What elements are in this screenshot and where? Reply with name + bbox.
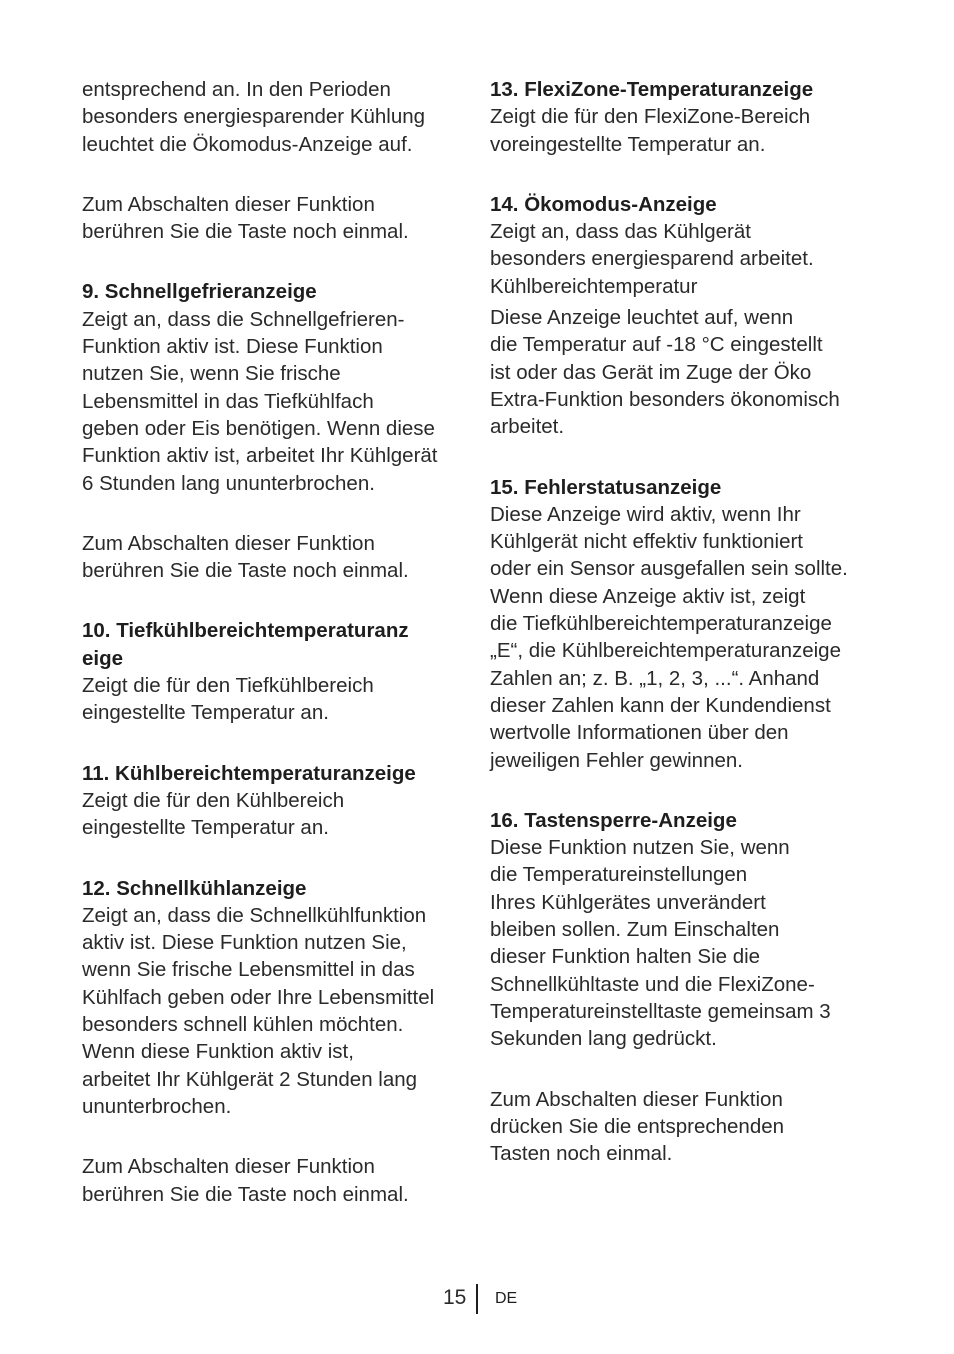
text-line: Diese Funktion nutzen Sie, wenn — [490, 836, 790, 860]
text-line: Zeigt die für den Tiefkühlbereich — [82, 674, 374, 698]
text-line: Zahlen an; z. B. „1, 2, 3, ...“. Anhand — [490, 666, 820, 690]
text-line: Zum Abschalten dieser Funktion — [82, 192, 375, 216]
language-code: DE — [495, 1290, 518, 1307]
text-line: besonders energiesparender Kühlung — [82, 105, 426, 129]
text-line: Sekunden lang gedrückt. — [490, 1027, 717, 1051]
section-14-detail — [490, 304, 880, 440]
section-16 — [490, 807, 880, 1053]
text-line: jeweiligen Fehler gewinnen. — [490, 748, 743, 772]
text-line: Wenn diese Anzeige aktiv ist, zeigt — [490, 584, 806, 608]
text-line: Zeigt die für den Kühlbereich — [82, 788, 345, 812]
text-line: besonders schnell kühlen möchten. — [82, 1013, 404, 1037]
text-line: Zum Abschalten dieser Funktion — [82, 531, 375, 555]
text-line: Wenn diese Funktion aktiv ist, — [82, 1040, 354, 1064]
text-line: Funktion aktiv ist, arbeitet Ihr Kühlgerät — [82, 444, 438, 468]
text-line: wertvolle Informationen über den — [490, 721, 789, 745]
section-heading: 12. Schnellkühlanzeige — [82, 876, 307, 900]
text-line: die Tiefkühlbereichtemperaturanzeige — [490, 612, 832, 636]
switch-off-paragraph — [82, 1153, 468, 1208]
section-heading: 9. Schnellgefrieranzeige — [82, 280, 317, 304]
text-line: geben oder Eis benötigen. Wenn diese — [82, 416, 435, 440]
section-10 — [82, 617, 468, 726]
text-line: Zeigt an, dass die Schnellkühlfunktion — [82, 903, 427, 927]
text-line: berühren Sie die Taste noch einmal. — [82, 1182, 409, 1206]
text-line: Diese Anzeige wird aktiv, wenn Ihr — [490, 502, 801, 526]
text-line: „E“, die Kühlbereichtemperaturanzeige — [490, 639, 841, 663]
text-line: voreingestellte Temperatur an. — [490, 132, 766, 156]
text-line: Lebensmittel in das Tiefkühlfach — [82, 389, 374, 413]
text-line: Zeigt an, dass das Kühlgerät — [490, 220, 751, 244]
text-line: Kühlgerät nicht effektiv funktioniert — [490, 530, 803, 554]
text-line: wenn Sie frische Lebensmittel in das — [82, 958, 415, 982]
section-13 — [490, 76, 880, 158]
text-line: eingestellte Temperatur an. — [82, 816, 329, 840]
section-11 — [82, 760, 468, 842]
text-line: dieser Funktion halten Sie die — [490, 945, 761, 969]
text-line: Tasten noch einmal. — [490, 1142, 673, 1166]
text-line: Zeigt an, dass die Schnellgefrieren- — [82, 307, 405, 331]
text-line: Extra-Funktion besonders ökonomisch — [490, 387, 840, 411]
text-line: berühren Sie die Taste noch einmal. — [82, 220, 409, 244]
text-line: berühren Sie die Taste noch einmal. — [82, 559, 409, 583]
text-line: die Temperatureinstellungen — [490, 863, 748, 887]
text-line: drücken Sie die entsprechenden — [490, 1114, 785, 1138]
text-line: die Temperatur auf -18 °C eingestellt — [490, 333, 823, 357]
section-heading: 10. Tiefkühlbereichtemperaturanz — [82, 619, 409, 643]
section-heading: 16. Tastensperre-Anzeige — [490, 808, 737, 832]
page-number: 15 — [443, 1286, 467, 1309]
text-line: 6 Stunden lang ununterbrochen. — [82, 471, 375, 495]
text-line: Temperatureinstelltaste gemeinsam 3 — [490, 999, 831, 1023]
page-footer — [0, 1284, 954, 1316]
text-line: Zum Abschalten dieser Funktion — [82, 1155, 375, 1179]
text-line: Zeigt die für den FlexiZone-Bereich — [490, 105, 811, 129]
text-line: Schnellkühltaste und die FlexiZone- — [490, 972, 815, 996]
text-line: leuchtet die Ökomodus-Anzeige auf. — [82, 132, 413, 156]
text-line: Zum Abschalten dieser Funktion — [490, 1087, 783, 1111]
text-line: aktiv ist. Diese Funktion nutzen Sie, — [82, 931, 407, 955]
text-line: Funktion aktiv ist. Diese Funktion — [82, 335, 383, 359]
section-15 — [490, 474, 880, 774]
switch-off-paragraph — [490, 1086, 880, 1168]
text-line: Kühlbereichtemperatur — [490, 274, 698, 298]
text-line: Diese Anzeige leuchtet auf, wenn — [490, 306, 794, 330]
text-line: eingestellte Temperatur an. — [82, 701, 329, 725]
text-line: Kühlfach geben oder Ihre Lebensmittel — [82, 985, 435, 1009]
text-line: ununterbrochen. — [82, 1094, 232, 1118]
text-line: besonders energiesparend arbeitet. — [490, 247, 814, 271]
text-line: nutzen Sie, wenn Sie frische — [82, 362, 341, 386]
section-9 — [82, 278, 468, 496]
section-heading: 11. Kühlbereichtemperaturanzeige — [82, 761, 416, 785]
text-line: arbeitet. — [490, 415, 565, 439]
text-line: arbeitet Ihr Kühlgerät 2 Stunden lang — [82, 1067, 418, 1091]
section-heading: eige — [82, 646, 124, 670]
switch-off-paragraph — [82, 191, 468, 246]
section-heading: 13. FlexiZone-Temperaturanzeige — [490, 78, 814, 101]
text-line: Ihres Kühlgerätes unverändert — [490, 890, 766, 914]
section-heading: 14. Ökomodus-Anzeige — [490, 192, 717, 216]
text-line: entsprechend an. In den Perioden — [82, 78, 391, 101]
intro-paragraph — [82, 76, 468, 158]
text-line: oder ein Sensor ausgefallen sein sollte. — [490, 557, 848, 581]
section-12 — [82, 875, 468, 1121]
right-column — [490, 76, 880, 1167]
section-14 — [490, 191, 880, 300]
footer-divider — [476, 1284, 478, 1314]
left-column — [82, 76, 468, 1208]
text-line: bleiben sollen. Zum Einschalten — [490, 918, 780, 942]
section-heading: 15. Fehlerstatusanzeige — [490, 475, 722, 499]
switch-off-paragraph — [82, 530, 468, 585]
text-line: ist oder das Gerät im Zuge der Öko — [490, 360, 812, 384]
text-line: dieser Zahlen kann der Kundendienst — [490, 693, 831, 717]
